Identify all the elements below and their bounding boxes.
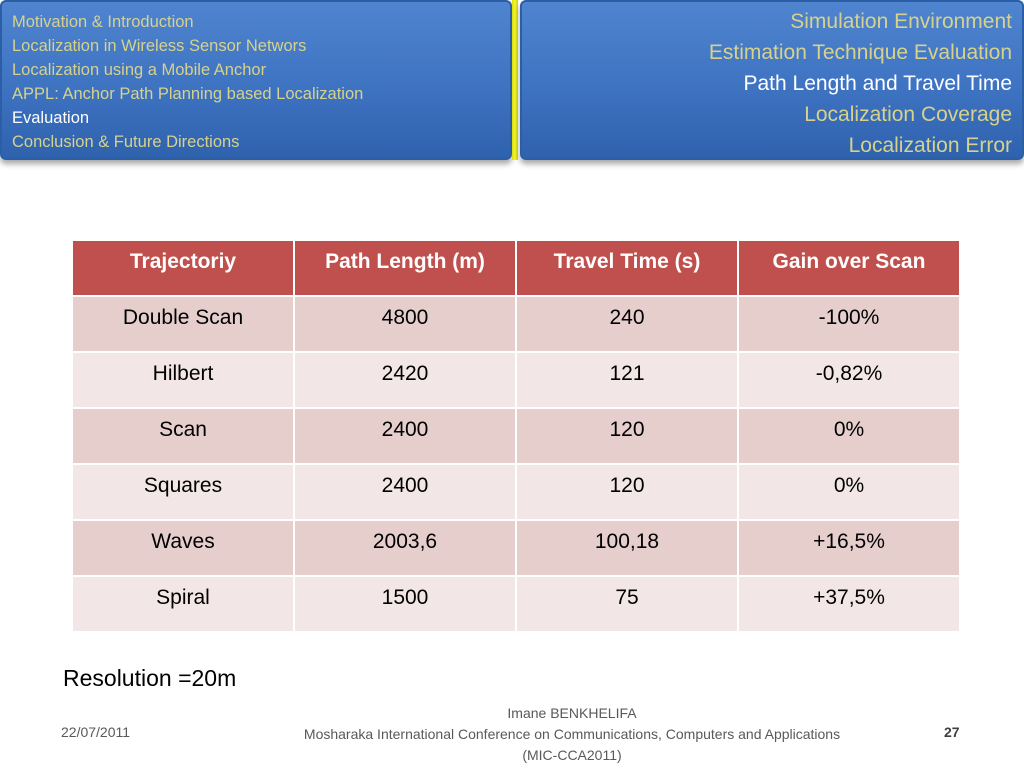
table-cell: 100,18	[516, 520, 738, 576]
table-cell: Hilbert	[72, 352, 294, 408]
table-cell: +37,5%	[738, 576, 960, 632]
subsection-nav-item-active[interactable]: Path Length and Travel Time	[743, 72, 1012, 95]
table-cell: 1500	[294, 576, 516, 632]
table-cell: 75	[516, 576, 738, 632]
table-cell: Double Scan	[72, 296, 294, 352]
table-header-cell: Path Length (m)	[294, 240, 516, 296]
table-cell: -0,82%	[738, 352, 960, 408]
table-row	[72, 408, 960, 464]
subsection-nav-item[interactable]: Localization Error	[848, 134, 1012, 157]
table-cell: 2003,6	[294, 520, 516, 576]
table-row	[72, 352, 960, 408]
footer-conference: Mosharaka International Conference on Communications, Computers and Applications	[303, 726, 841, 742]
table-header-cell: Travel Time (s)	[516, 240, 738, 296]
section-nav-item-active[interactable]: Evaluation	[12, 109, 90, 127]
section-nav-item[interactable]: Conclusion & Future Directions	[12, 133, 240, 151]
table-cell: 0%	[738, 408, 960, 464]
table-header-cell: Trajectoriy	[72, 240, 294, 296]
table-row	[72, 464, 960, 520]
table-row	[72, 576, 960, 632]
table-header-row	[72, 240, 960, 296]
table-cell: 0%	[738, 464, 960, 520]
table-cell: 2400	[294, 408, 516, 464]
table-cell: 120	[516, 464, 738, 520]
table-row	[72, 520, 960, 576]
subsection-nav-item[interactable]: Localization Coverage	[804, 103, 1012, 126]
subsection-nav-item[interactable]: Estimation Technique Evaluation	[708, 41, 1012, 64]
resolution-note: Resolution =20m	[63, 665, 237, 691]
table-cell: Scan	[72, 408, 294, 464]
footer-info	[262, 703, 882, 766]
section-nav-panel	[0, 0, 512, 160]
table-cell: 2420	[294, 352, 516, 408]
table-cell: 121	[516, 352, 738, 408]
table-row	[72, 296, 960, 352]
table-cell: -100%	[738, 296, 960, 352]
footer-author: Imane BENKHELIFA	[507, 705, 637, 721]
table-cell: Waves	[72, 520, 294, 576]
table-cell: +16,5%	[738, 520, 960, 576]
table-cell: Squares	[72, 464, 294, 520]
table-cell: 240	[516, 296, 738, 352]
footer-date: 22/07/2011	[61, 724, 131, 740]
table-cell: 4800	[294, 296, 516, 352]
section-nav-item[interactable]: Motivation & Introduction	[12, 13, 194, 31]
header-divider	[512, 0, 518, 160]
table-cell: 2400	[294, 464, 516, 520]
table-cell: 120	[516, 408, 738, 464]
section-nav-item[interactable]: APPL: Anchor Path Planning based Localization	[12, 85, 364, 103]
results-table	[71, 239, 961, 633]
section-nav-item[interactable]: Localization in Wireless Sensor Networs	[12, 37, 307, 55]
subsection-nav-item[interactable]: Simulation Environment	[790, 10, 1012, 33]
table-cell: Spiral	[72, 576, 294, 632]
table-header-cell: Gain over Scan	[738, 240, 960, 296]
subsection-nav-panel	[520, 0, 1024, 160]
page-number: 27	[944, 724, 960, 740]
footer-conference-short: (MIC-CCA2011)	[522, 747, 622, 763]
section-nav-item[interactable]: Localization using a Mobile Anchor	[12, 61, 267, 79]
